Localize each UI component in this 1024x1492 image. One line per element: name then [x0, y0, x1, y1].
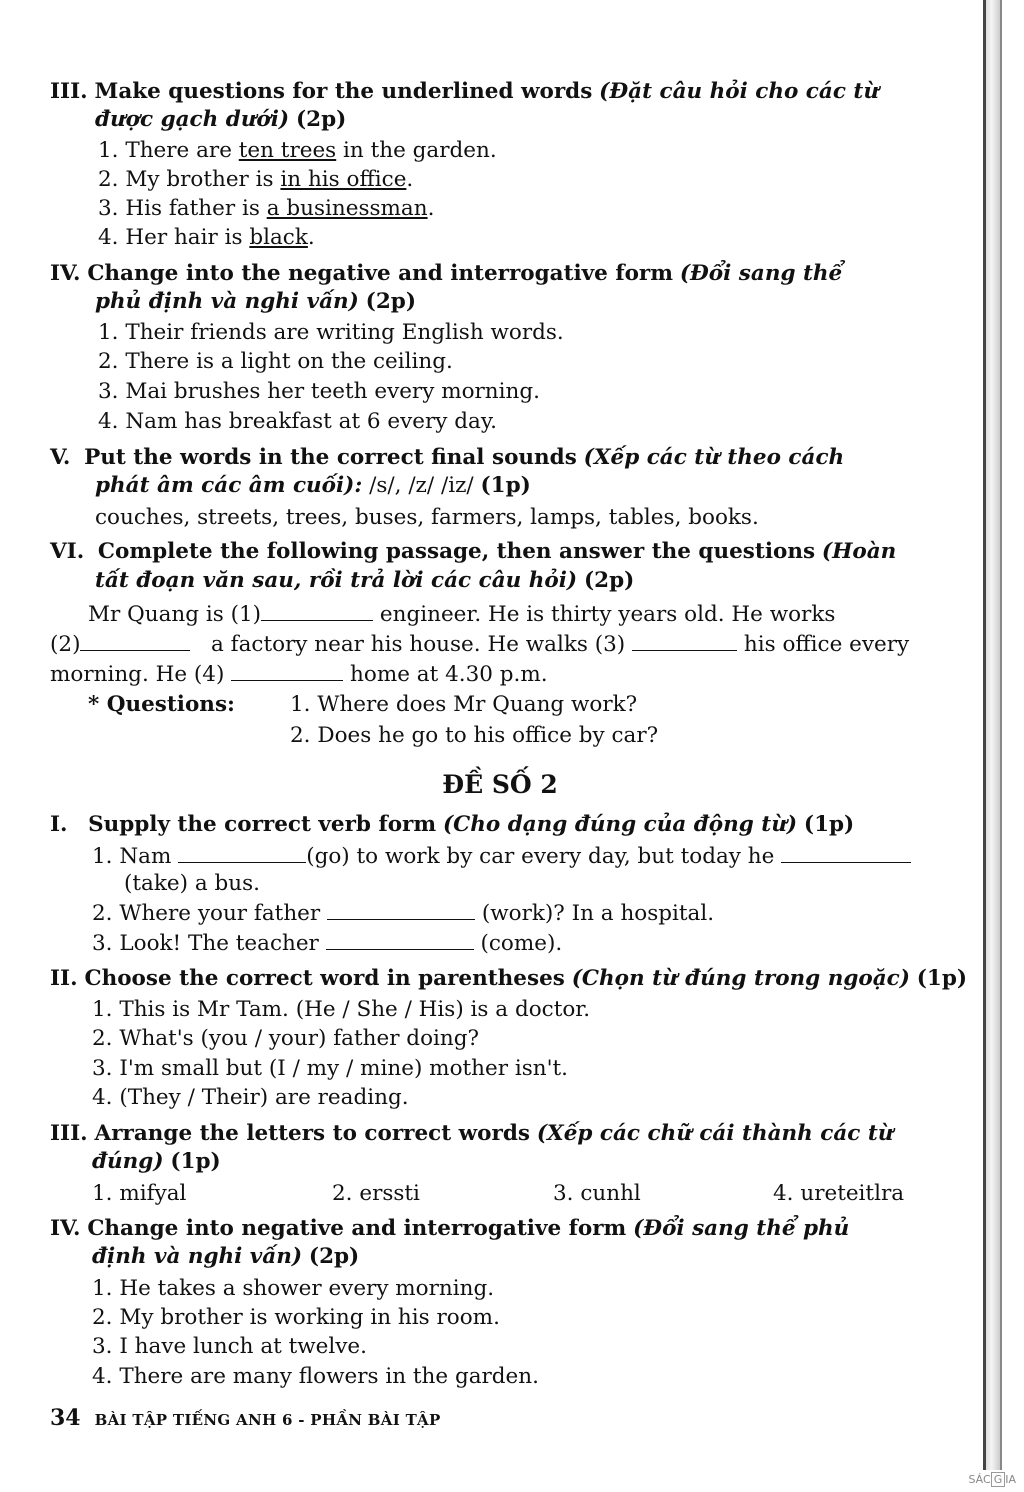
list-item: 1. This is Mr Tam. (He / She / His) is a doctor.: [92, 997, 591, 1022]
question-item: 2. My brother is in his office.: [98, 167, 414, 192]
section-number: IV.: [50, 261, 81, 286]
blank-2: [80, 632, 190, 651]
section-title-vi-cont: đúng): [92, 1149, 164, 1174]
section-title-vi: (Đặt câu hỏi cho các từ: [599, 79, 879, 104]
section-title-vi-cont: được gạch dưới): [95, 107, 290, 132]
blank: [781, 844, 911, 863]
list-item: 4. (They / Their) are reading.: [92, 1085, 409, 1110]
blank-3: [632, 632, 737, 651]
exercise-item-cont: (take) a bus.: [124, 871, 260, 896]
section-title: Put the words in the correct final sounds: [84, 445, 577, 470]
blank: [326, 931, 474, 950]
section-title-vi: (Xếp các chữ cái thành các từ: [536, 1121, 894, 1146]
section-number: III.: [50, 79, 88, 104]
section-title-vi: (Đổi sang thể: [679, 261, 843, 286]
exercise-item: 3. Look! The teacher (come).: [92, 931, 563, 956]
scrambled-word: 3. cunhl: [553, 1181, 641, 1206]
section-title-vi-cont: định và nghi vấn): [92, 1244, 303, 1269]
section-title: Change into negative and interrogative form: [87, 1216, 627, 1241]
section-title-vi-cont: phát âm các âm cuối):: [95, 473, 363, 498]
passage-line: (2) a factory near his house. He walks (3) his office every: [50, 632, 910, 657]
list-item: 2. My brother is working in his room.: [92, 1305, 500, 1330]
blank: [327, 901, 475, 920]
section-title: Change into the negative and interrogative form: [87, 261, 673, 286]
list-item: 2. There is a light on the ceiling.: [98, 349, 453, 374]
passage-line: morning. He (4) home at 4.30 p.m.: [50, 662, 548, 687]
exercise-item: 2. Where your father (work)? In a hospital.: [92, 901, 715, 926]
blank-4: [231, 662, 343, 681]
section-title-vi-cont: phủ định và nghi vấn): [95, 289, 359, 314]
section-points: (2p): [308, 1244, 360, 1269]
section-title-vi: (Cho dạng đúng của động từ): [442, 812, 798, 837]
section-points: (1p): [170, 1149, 221, 1174]
list-item: 3. Mai brushes her teeth every morning.: [98, 379, 540, 404]
list-item: 4. Nam has breakfast at 6 every day.: [98, 409, 497, 434]
underlined-words: black: [249, 225, 308, 250]
question-item: 3. His father is a businessman.: [98, 196, 435, 221]
question-item: 4. Her hair is black.: [98, 225, 315, 250]
section-title: Complete the following passage, then answer the questions: [97, 539, 816, 564]
word-list: couches, streets, trees, buses, farmers, lamps, tables, books.: [95, 505, 759, 530]
book-title: BÀI TẬP TIẾNG ANH 6 - PHẦN BÀI TẬP: [94, 1411, 441, 1429]
section-points: (1p): [803, 812, 855, 837]
section-title-vi: (Xếp các từ theo cách: [583, 445, 845, 470]
section-number: VI.: [50, 539, 85, 564]
test-title: ĐỀ SỐ 2: [442, 770, 558, 799]
list-item: 3. I have lunch at twelve.: [92, 1334, 367, 1359]
question-item: 1. Where does Mr Quang work?: [290, 692, 638, 717]
section-number: I.: [50, 812, 68, 837]
scrambled-word: 1. mifyal: [92, 1181, 187, 1206]
blank: [178, 844, 306, 863]
sound-list: /s/, /z/ /iz/: [369, 473, 474, 498]
section-number: IV.: [50, 1216, 81, 1241]
section-title: Supply the correct verb form: [88, 812, 437, 837]
scrambled-word: 2. erssti: [332, 1181, 420, 1206]
book-spine: [983, 0, 1002, 1470]
section-title: Make questions for the underlined words: [94, 79, 593, 104]
section-points: (2p): [365, 289, 417, 314]
section-title: Arrange the letters to correct words: [94, 1121, 530, 1146]
section-number: V.: [50, 445, 71, 470]
section-points: (1p): [916, 966, 968, 991]
question-item: 1. There are ten trees in the garden.: [98, 138, 497, 163]
watermark-logo: SÁC G IA: [968, 1473, 1016, 1486]
page-footer: [50, 1405, 441, 1431]
underlined-words: in his office: [280, 167, 407, 192]
list-item: 1. Their friends are writing English words.: [98, 320, 564, 345]
section-title-vi: (Hoàn: [821, 539, 897, 564]
section-title-vi-cont: tất đoạn văn sau, rồi trả lời các câu hỏi): [95, 568, 578, 593]
page-number: 34: [50, 1405, 81, 1431]
underlined-words: ten trees: [238, 138, 337, 163]
blank-1: [261, 602, 373, 621]
exercise-item: 1. Nam (go) to work by car every day, but today he: [92, 843, 911, 871]
section-title-vi: (Chọn từ đúng trong ngoặc): [571, 966, 910, 991]
passage-line: Mr Quang is (1) engineer. He is thirty years old. He works: [88, 602, 836, 627]
list-item: 4. There are many flowers in the garden.: [92, 1364, 539, 1389]
section-title-vi: (Đổi sang thể phủ: [633, 1216, 850, 1241]
list-item: 1. He takes a shower every morning.: [92, 1276, 495, 1301]
section-number: III.: [50, 1121, 88, 1146]
section-points: (2p): [295, 107, 347, 132]
scrambled-word: 4. ureteitlra: [773, 1181, 905, 1206]
questions-label: * Questions:: [88, 692, 235, 717]
section-number: II.: [50, 966, 78, 991]
list-item: 3. I'm small but (I / my / mine) mother isn't.: [92, 1056, 568, 1081]
section-points: (2p): [583, 568, 635, 593]
section-title: Choose the correct word in parentheses: [84, 966, 565, 991]
underlined-words: a businessman: [266, 196, 428, 221]
list-item: 2. What's (you / your) father doing?: [92, 1026, 480, 1051]
section-points: (1p): [480, 473, 531, 498]
question-item: 2. Does he go to his office by car?: [290, 723, 659, 748]
